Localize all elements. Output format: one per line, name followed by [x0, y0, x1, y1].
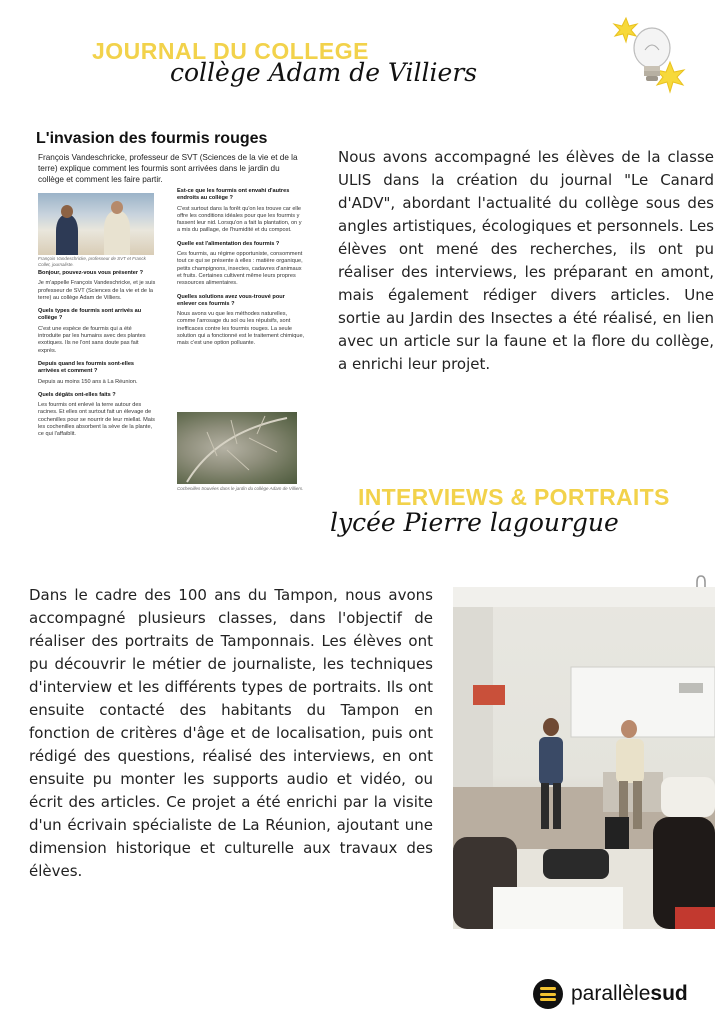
logo-text-part1: parallèle	[571, 982, 651, 1005]
article-question: Est-ce que les fourmis ont envahi d'autres endroits au collège ?	[177, 188, 290, 202]
article-question: Quels types de fourmis sont arrivés au collège ?	[38, 308, 142, 322]
article-answer: Je m'appelle François Vandeschricke, et je suis professeur de SVT (Sciences de la vie et de la terre) au collège Adam de Villiers.	[38, 280, 156, 301]
parallele-sud-logo	[533, 975, 688, 1013]
article-question: Quelle est l'alimentation des fourmis ?	[177, 240, 280, 247]
article-answer: C'est une espèce de fourmis qui a été introduite par les humains avec des plantes exotiques. Ils ne l'ont sans doute pas fait exprès.	[38, 325, 146, 354]
article-answer: Les fourmis ont enlevé la terre autour des racines. Et elles ont surtout fait un élevage de cochenilles pour se nourrir de leur miellat. Mais les cochenilles absorbent la sève de la plante, ce qui l'affaiblit.	[38, 402, 155, 438]
ulis-description: Nous avons accompagné les élèves de la classe ULIS dans la création du journal "Le Canard d'ADV", abordant l'actualité du collège sous des angles artistiques, écologiques et personnels. Les élèves ont mené des recherches, ils ont pu réaliser des interviews, les préparant en amont, mais également rédiger divers articles. Une sortie au Jardin des Insectes a été réalisé, en lien avec un article sur la faune et la flore du collège, a enrichi leur projet.	[338, 148, 714, 373]
article-title: L'invasion des fourmis rouges	[36, 130, 268, 147]
section-title: INTERVIEWS & PORTRAITS	[358, 484, 670, 510]
article-question: Quelles solutions avez vous-trouvé pour enlever ces fourmis ?	[177, 293, 285, 307]
article-scan	[30, 126, 314, 498]
article-answer: Nous avons vu que les méthodes naturelles, comme l'arrosage du sol ou les répulsifs, sont inefficaces contre les fourmis rouges. La seule solution qui a fonctionné est le traitement chimique, mais c'est une option polluante.	[177, 311, 305, 347]
journal-subtitle: collège Adam de Villiers	[170, 58, 478, 87]
tampon-description: Dans le cadre des 100 ans du Tampon, nous avons accompagné plusieurs classes, dans l'objectif de réaliser des portraits de Tamponnais. Les élèves ont pu découvrir le métier de journaliste, les techniques d'interview et les différents types de portraits. Ils ont ensuite contacté des habitants du Tampon en fonction de critères d'âge et de localisation, puis ont rédigé des questions, réalisé des interviews, en ont ensuite pu monter les supports audio et vidéo, ou écrit des articles. Ce projet a été enrichi par la visite d'un écrivain spécialiste de La Réunion, ajoutant une dimension historique et culturelle aux travaux des élèves.	[29, 586, 433, 880]
article-question: Quels dégâts ont-elles faits ?	[38, 391, 116, 398]
article-answer: C'est surtout dans la forêt qu'on les trouve car elle offre les conditions idéales pour que les fourmis y fassent leur nid. Lorsqu'on a fait la plantation, on y a mis du paillage, de l'humidité et du compost.	[177, 205, 302, 234]
interview-photo	[38, 193, 154, 255]
article-left-column	[38, 264, 156, 439]
logo-mark-icon	[533, 979, 563, 1009]
classroom-photo	[453, 587, 715, 929]
section-subtitle: lycée Pierre lagourgue	[330, 508, 619, 537]
article-answer: Ces fourmis, au régime opportuniste, consomment tout ce qui se présente à elles : matière organique, petits champignons, insectes, cadavres d'animaux et fruits. Certaines cultivent même leurs propres ressources alimentaires.	[177, 251, 303, 287]
logo-text	[571, 982, 688, 1006]
article-right-column	[177, 182, 305, 348]
article-question: Depuis quand les fourmis sont-elles arrivées et comment ?	[38, 360, 135, 375]
lightbulb-icon	[612, 14, 692, 104]
journal-title: JOURNAL DU COLLEGE	[92, 38, 369, 64]
article-intro: François Vandeschricke, professeur de SVT (Sciences de la vie et de la terre) explique comment les fourmis sont arrivées dans le jardin du collège et comment les faire partir.	[38, 153, 298, 184]
leaf-photo	[177, 412, 297, 484]
logo-text-part2: sud	[650, 982, 688, 1005]
article-answer: Depuis au moins 150 ans à La Réunion.	[38, 378, 138, 385]
interview-photo-caption: François Vandeschricke, professeur de SVT et Franck Collet, journaliste.	[38, 256, 146, 267]
article-question: Bonjour, pouvez-vous vous présenter ?	[38, 270, 144, 276]
leaf-photo-caption: Cochenilles trouvées dans le jardin du collège Adam de Villiers.	[177, 486, 304, 491]
